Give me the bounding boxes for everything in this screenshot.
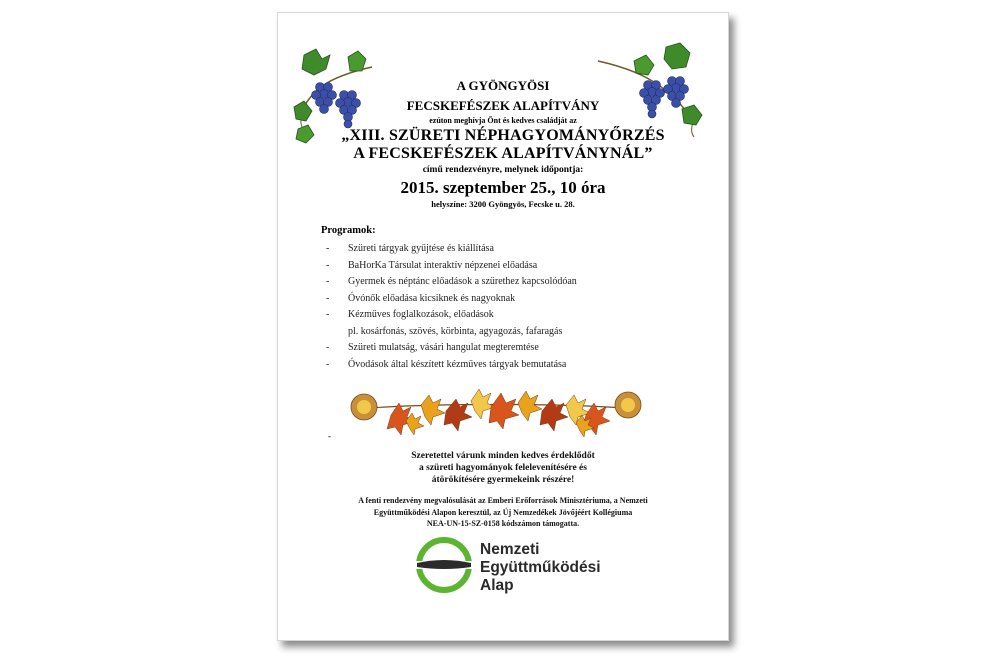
list-item: - Óvodások által készített kézműves tárgyak bemutatása	[326, 358, 567, 370]
list-item: - Szüreti mulatság, vásári hangulat megteremtése	[326, 342, 539, 353]
support-statement: A fenti rendezvény megvalósulását az Emberi Erőforrások Minisztériuma, a Nemzeti Együttműködési Alapon keresztül, az Új Nemzedékek Jövőjéért Kollégiuma NEA-UN-15-SZ-0158 kódszámon támogatta.	[358, 496, 648, 528]
event-title-line2: A FECSKEFÉSZEK ALAPÍTVÁNYNÁL”	[353, 145, 653, 162]
list-item: - Kézműves foglalkozások, előadások	[326, 309, 494, 320]
event-location: helyszíne: 3200 Gyöngyös, Fecske u. 28.	[431, 199, 575, 209]
autumn-leaves-garland-icon	[346, 377, 646, 439]
closing-message: Szeretettel várunk minden kedves érdeklődőt a szüreti hagyományok felelevenítésére és átörökítésére gyermekeink részére!	[411, 451, 595, 485]
list-item: - BaHorKa Társulat interaktív népzenei előadása	[326, 259, 538, 271]
list-item: - Szüreti tárgyak gyűjtése és kiállítása	[326, 243, 494, 254]
invitation-text: ezúton meghívja Önt és kedves családját az	[429, 116, 577, 125]
event-title-line1: „XIII. SZÜRETI NÉPHAGYOMÁNYŐRZÉS	[341, 127, 665, 144]
event-subtitle: című rendezvényre, melynek időpontja:	[422, 165, 584, 175]
programs-list	[326, 241, 577, 373]
org-name-line1: A GYÖNGYÖSI	[456, 78, 550, 93]
org-name-line2: FECSKEFÉSZEK ALAPÍTVÁNY	[406, 98, 600, 113]
list-item: - Óvónők előadása kicsiknek és nagyoknak	[326, 292, 516, 304]
list-item: - Gyermek és néptánc előadások a szürethez kapcsolódóan	[326, 276, 577, 287]
event-date: 2015. szeptember 25., 10 óra	[400, 178, 606, 197]
programs-title: Programok:	[321, 225, 376, 236]
invitation-page	[277, 12, 729, 641]
list-item: pl. kosárfonás, szövés, körbinta, agyagozás, fafaragás	[348, 325, 563, 337]
nea-logo-text: Nemzeti Együttműködési Alap	[480, 541, 601, 594]
stray-dash: -	[328, 431, 331, 441]
nea-logo-icon	[414, 535, 474, 595]
